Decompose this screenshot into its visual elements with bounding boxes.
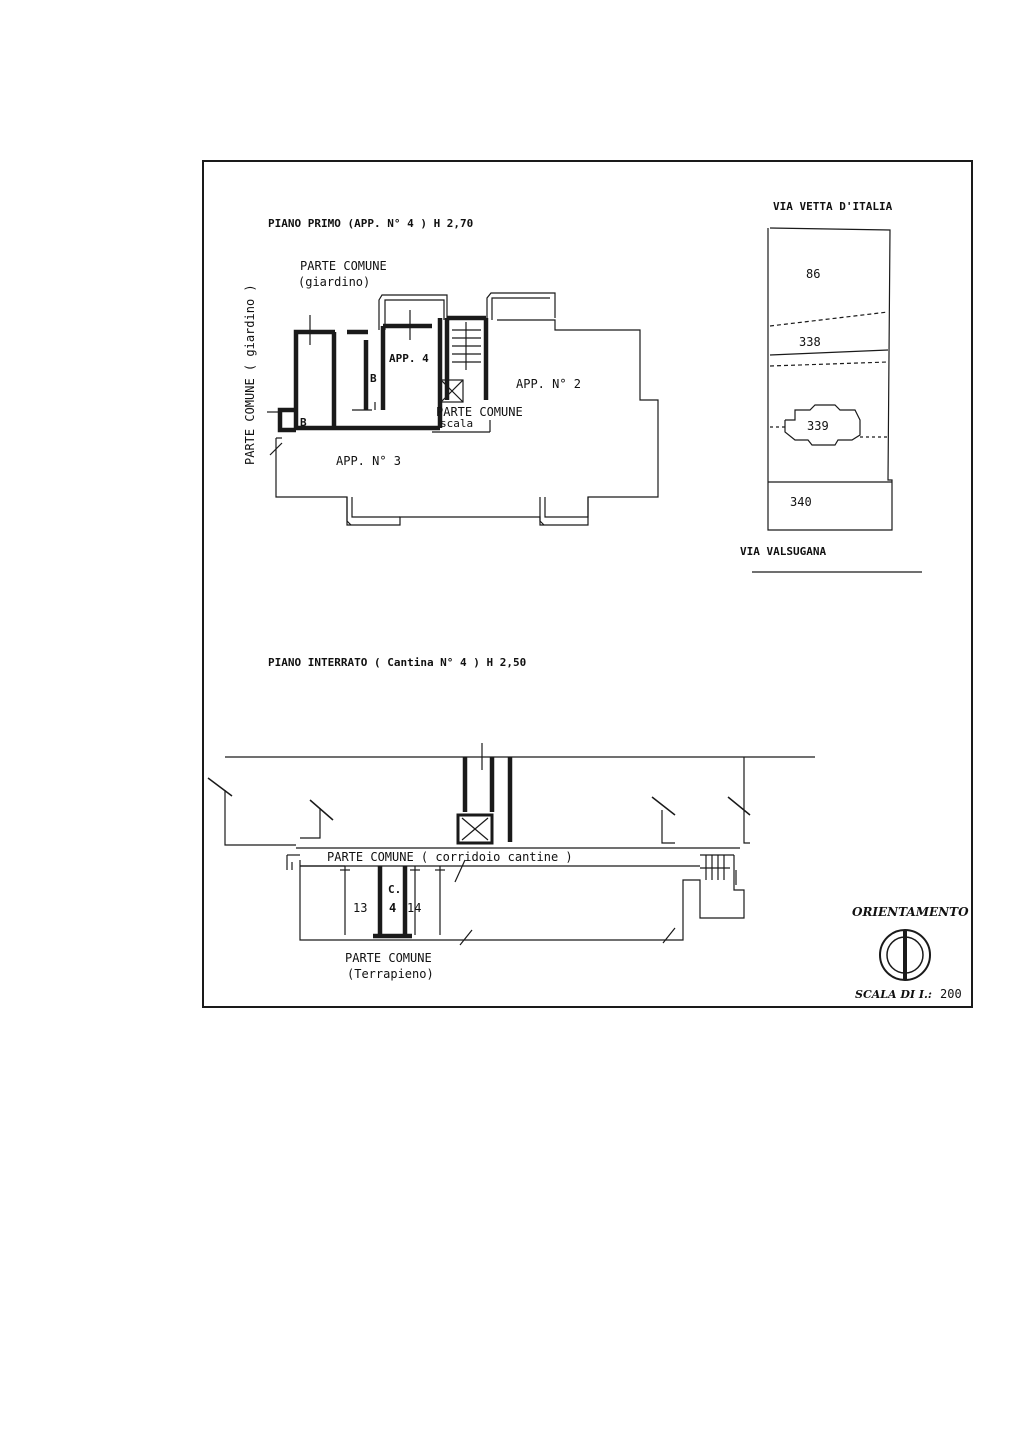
first-floor-title: PIANO PRIMO (APP. N° 4 ) H 2,70 — [268, 217, 474, 230]
common-garden-label: PARTE COMUNE — [300, 259, 387, 273]
street-top-label: VIA VETTA D'ITALIA — [773, 200, 893, 213]
room-b-label: B — [370, 372, 377, 385]
app2-label: APP. N° 2 — [516, 377, 582, 391]
room-b2-label: B — [300, 416, 307, 429]
stair-scala-label: scala — [440, 417, 474, 430]
cellar-13-label: 13 — [353, 901, 368, 915]
lot-339-label: 339 — [807, 419, 829, 433]
compass-rose — [880, 930, 930, 980]
cellar-c-label: C. — [388, 883, 402, 896]
basement-outline — [300, 855, 744, 940]
stair-common-label: PARTE COMUNE — [436, 405, 523, 419]
scale-value: 200 — [940, 987, 962, 1001]
site-plan-outline — [768, 228, 892, 530]
lot-338-label: 338 — [799, 335, 821, 349]
terrapieno-sublabel: (Terrapieno) — [347, 967, 434, 981]
balcony-bottom-left — [347, 497, 351, 525]
cellar-14-label: 14 — [407, 901, 422, 915]
app4-label: APP. 4 — [389, 352, 429, 365]
site-plan — [752, 228, 922, 572]
basement-title: PIANO INTERRATO ( Cantina N° 4 ) H 2,50 — [268, 656, 527, 669]
common-garden-vertical-label: PARTE COMUNE ( giardino ) — [243, 284, 257, 465]
balcony-top-right — [487, 293, 555, 320]
lot-86-label: 86 — [806, 267, 821, 281]
corridor-label: PARTE COMUNE ( corridoio cantine ) — [327, 850, 573, 864]
lot-340-label: 340 — [790, 495, 812, 509]
app3-label: APP. N° 3 — [336, 454, 402, 468]
street-bottom-label: VIA VALSUGANA — [740, 545, 827, 558]
common-garden-sublabel: (giardino) — [298, 275, 371, 289]
scale-label: SCALA DI I.: — [855, 988, 932, 1001]
cellar-4-label: 4 — [389, 901, 397, 915]
orientation-label: ORIENTAMENTO — [852, 905, 969, 919]
balcony-bottom-right — [540, 497, 544, 525]
terrapieno-label: PARTE COMUNE — [345, 951, 432, 965]
